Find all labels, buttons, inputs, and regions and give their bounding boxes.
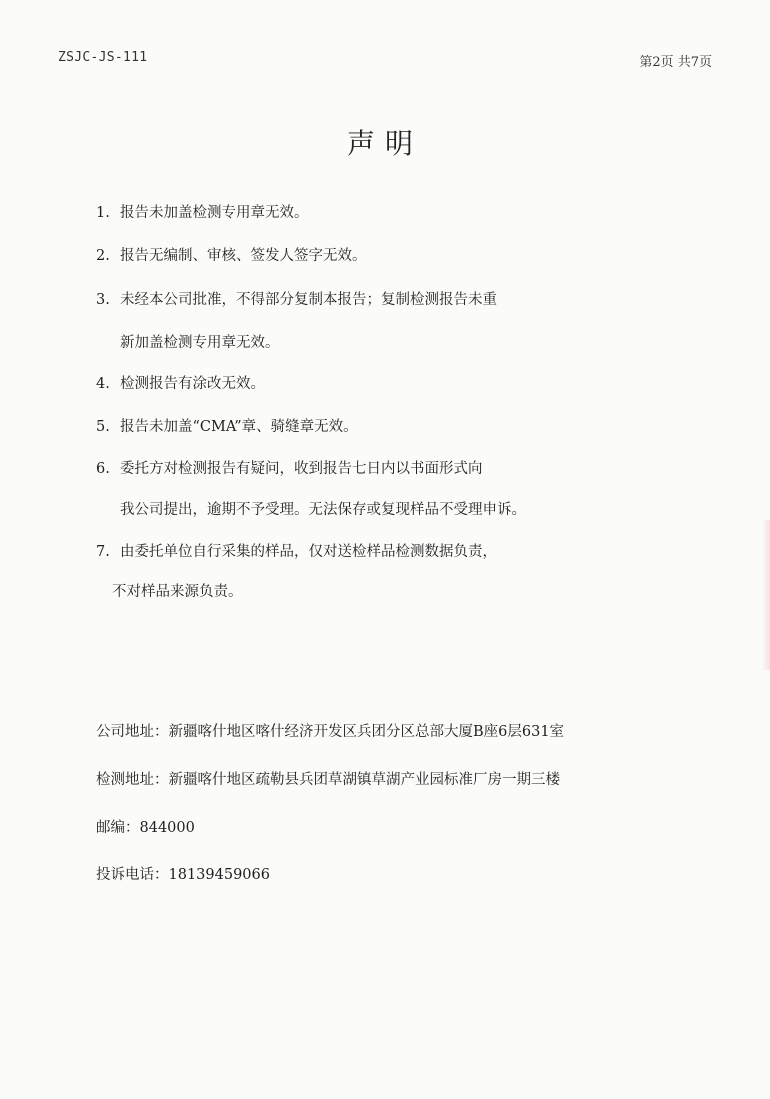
test-address: 检测地址：新疆喀什地区疏勒县兵团草湖镇草湖产业园标准厂房一期三楼 bbox=[96, 772, 560, 788]
statement-number: 1. bbox=[96, 205, 110, 221]
seal-edge-mark bbox=[762, 520, 770, 670]
statement-text: 报告无编制、审核、签发人签字无效。 bbox=[120, 248, 367, 264]
statement-2 bbox=[96, 246, 367, 266]
statement-number: 6. bbox=[96, 461, 110, 477]
page-title: 声明 bbox=[346, 127, 423, 160]
statement-6-continuation: 我公司提出，逾期不予受理。无法保存或复现样品不受理申诉。 bbox=[120, 502, 526, 518]
statement-7 bbox=[96, 542, 497, 562]
statement-text: 委托方对检测报告有疑问，收到报告七日内以书面形式向 bbox=[120, 461, 483, 477]
statement-text: 检测报告有涂改无效。 bbox=[120, 376, 265, 392]
statement-3-continuation: 新加盖检测专用章无效。 bbox=[120, 335, 280, 351]
statement-text: 未经本公司批准，不得部分复制本报告；复制检测报告未重 bbox=[120, 292, 497, 308]
statement-6 bbox=[96, 459, 483, 479]
statement-7-continuation: 不对样品来源负责。 bbox=[112, 584, 243, 600]
page-number: 第2页 共7页 bbox=[639, 55, 712, 70]
statement-5 bbox=[96, 417, 358, 437]
statement-text: 报告未加盖检测专用章无效。 bbox=[120, 205, 309, 221]
company-address: 公司地址：新疆喀什地区喀什经济开发区兵团分区总部大厦B座6层631室 bbox=[96, 724, 565, 740]
postcode: 邮编：844000 bbox=[96, 820, 195, 836]
statement-text: 报告未加盖“CMA”章、骑缝章无效。 bbox=[120, 419, 358, 435]
statement-number: 4. bbox=[96, 376, 110, 392]
document-code: ZSJC-JS-111 bbox=[58, 50, 148, 65]
statement-number: 7. bbox=[96, 544, 110, 560]
statement-4 bbox=[96, 374, 265, 394]
complaint-phone: 投诉电话：18139459066 bbox=[96, 867, 270, 883]
statement-1 bbox=[96, 203, 309, 223]
statement-number: 5. bbox=[96, 419, 110, 435]
statement-number: 2. bbox=[96, 248, 110, 264]
statement-number: 3. bbox=[96, 292, 110, 308]
statement-3 bbox=[96, 290, 497, 310]
statement-text: 由委托单位自行采集的样品，仅对送检样品检测数据负责， bbox=[120, 544, 497, 560]
